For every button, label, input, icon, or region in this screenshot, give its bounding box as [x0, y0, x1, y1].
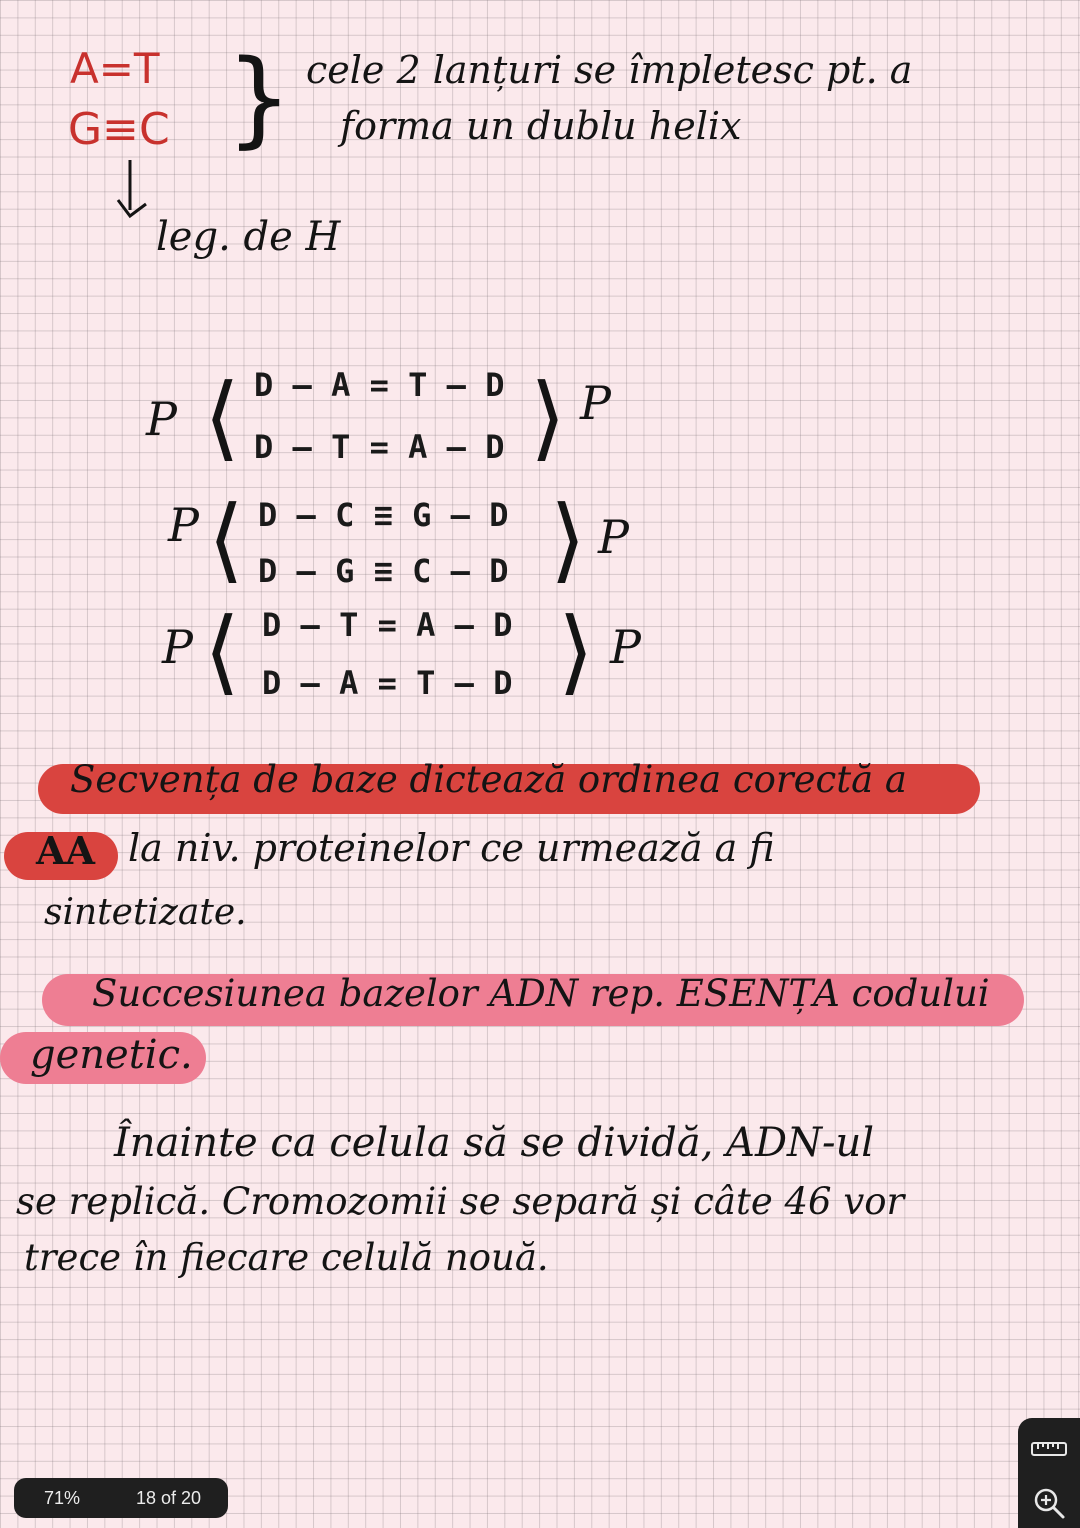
strand-top: D – C ≡ G – D	[258, 496, 509, 534]
zoom-level: 71%	[44, 1487, 81, 1508]
code-line-2: genetic.	[30, 1032, 193, 1078]
angle-right: ⟩	[550, 486, 586, 593]
note-line-2: forma un dublu helix	[340, 104, 742, 148]
phosphate-right: P	[610, 620, 641, 674]
code-line-1: Succesiunea bazelor ADN rep. ESENȚA codului	[92, 972, 990, 1015]
angle-left: ⟨	[204, 364, 240, 471]
ruler-icon	[1031, 1440, 1067, 1458]
strand-top: D – A = T – D	[254, 366, 505, 404]
aa-mark: AA	[36, 828, 95, 873]
ruler-button[interactable]	[1018, 1424, 1080, 1474]
zoom-in-icon	[1032, 1486, 1066, 1520]
page-status-pill[interactable]	[14, 1478, 228, 1518]
right-brace: }	[226, 37, 293, 159]
sequence-line-2: la niv. proteinelor ce urmează a fi	[128, 826, 775, 870]
hbond-label: leg. de H	[156, 214, 341, 260]
strand-top: D – T = A – D	[262, 606, 513, 644]
replication-line-2: se replică. Cromozomii se separă și câte 46 vor	[16, 1180, 905, 1223]
strand-bottom: D – G ≡ C – D	[258, 552, 509, 590]
angle-right: ⟩	[530, 364, 566, 471]
base-pair-gc: G≡C	[68, 104, 170, 155]
phosphate-left: P	[168, 498, 199, 552]
note-line-1: cele 2 lanțuri se împletesc pt. a	[306, 48, 913, 92]
angle-left: ⟨	[208, 486, 244, 593]
page-indicator: 18 of 20	[136, 1487, 202, 1508]
angle-right: ⟩	[558, 598, 594, 705]
replication-line-1: Înainte ca celula să se dividă, ADN-ul	[114, 1120, 875, 1166]
phosphate-left: P	[146, 392, 177, 446]
zoom-in-button[interactable]	[1018, 1478, 1080, 1528]
strand-bottom: D – T = A – D	[254, 428, 505, 466]
phosphate-left: P	[162, 620, 193, 674]
tool-panel	[1018, 1418, 1080, 1528]
sequence-line-3: sintetizate.	[44, 892, 247, 933]
strand-bottom: D – A = T – D	[262, 664, 513, 702]
phosphate-right: P	[580, 376, 611, 430]
base-pair-at: A=T	[70, 44, 160, 93]
angle-left: ⟨	[204, 598, 240, 705]
replication-line-3: trece în fiecare celulă nouă.	[24, 1236, 549, 1279]
sequence-line-1: Secvența de baze dictează ordinea corectă a	[70, 758, 907, 801]
phosphate-right: P	[598, 510, 629, 564]
